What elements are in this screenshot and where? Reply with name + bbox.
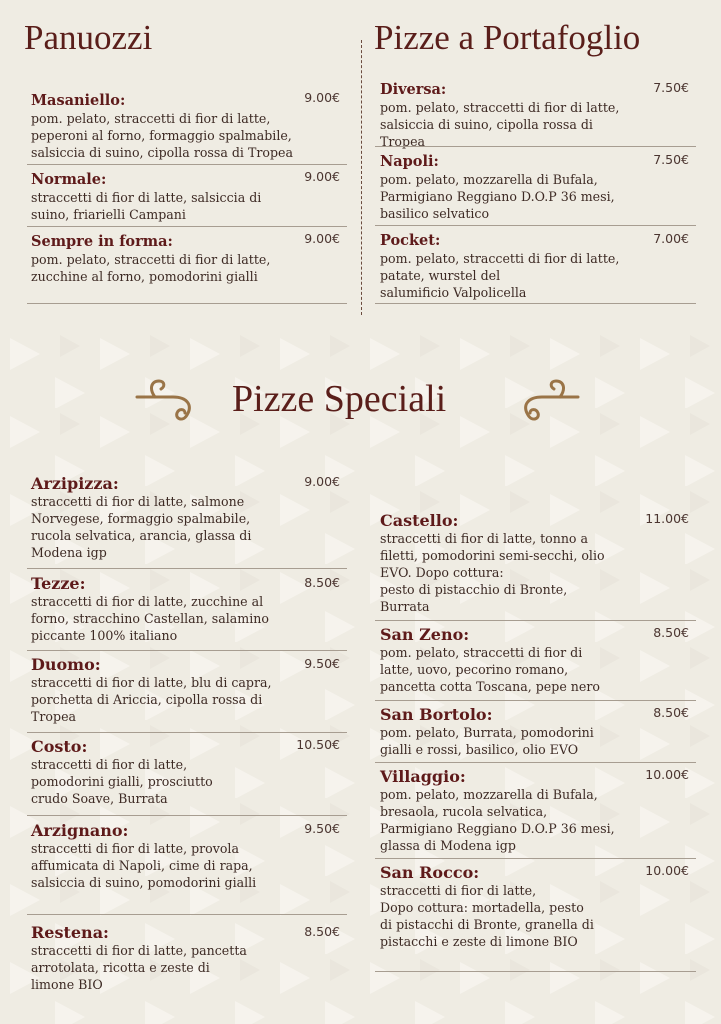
item-name: Tezze: (31, 574, 86, 593)
item-description: straccetti di fior di latte, Dopo cottura: mortadella, pesto di pistacchi di Bronte, granella di pistacchi e zeste di limone BIO (380, 883, 594, 949)
item-divider (375, 303, 696, 304)
item-description: straccetti di fior di latte, salsiccia di suino, friarielli Campani (31, 190, 262, 222)
item-price: 9.50€ (304, 821, 340, 836)
item-description: straccetti di fior di latte, zucchine al forno, stracchino Castellan, salamino piccante 100% italiano (31, 594, 269, 643)
item-name: Diversa: (380, 81, 447, 98)
item-name: Castello: (380, 511, 459, 530)
item-divider (27, 303, 347, 304)
item-description: pom. pelato, straccetti di fior di latte, peperoni al forno, formaggio spalmabile, salsiccia di suino, cipolla rossa di Tropea (31, 111, 293, 160)
menu-item-normale (31, 171, 301, 223)
item-name: Napoli: (380, 153, 439, 170)
item-price: 7.00€ (653, 231, 689, 246)
item-name: Villaggio: (380, 767, 466, 786)
menu-item-san-rocco (380, 864, 640, 950)
item-price: 8.50€ (304, 924, 340, 939)
menu-item-san-zeno (380, 626, 640, 695)
item-description: pom. pelato, straccetti di fior di latte, zucchine al forno, pomodorini gialli (31, 252, 271, 284)
item-price: 9.00€ (304, 90, 340, 105)
item-name: Normale: (31, 171, 107, 188)
item-divider (375, 971, 696, 972)
item-price: 10.00€ (645, 863, 689, 878)
menu-item-pocket (380, 232, 640, 301)
item-divider (27, 164, 347, 165)
item-name: Pocket: (380, 232, 441, 249)
item-divider (375, 762, 696, 763)
item-name: Restena: (31, 923, 109, 942)
item-price: 9.00€ (304, 474, 340, 489)
menu-item-sempre-in-forma (31, 233, 301, 285)
item-divider (27, 568, 347, 569)
item-name: Arzignano: (31, 821, 129, 840)
item-divider (375, 620, 696, 621)
item-description: pom. pelato, mozzarella di Bufala, Parmigiano Reggiano D.O.P 36 mesi, basilico selvatico (380, 172, 615, 221)
right-ornament-icon (510, 375, 580, 427)
menu-item-castello (380, 512, 640, 615)
item-description: straccetti di fior di latte, tonno a filetti, pomodorini semi-secchi, olio EVO. Dopo cottura: pesto di pistacchio di Bronte, Burrata (380, 531, 605, 614)
menu-item-tezze (31, 575, 301, 644)
item-price: 7.50€ (653, 152, 689, 167)
item-divider (27, 226, 347, 227)
item-price: 10.50€ (296, 737, 340, 752)
item-divider (27, 914, 347, 915)
item-description: straccetti di fior di latte, salmone Norvegese, formaggio spalmabile, rucola selvatica, arancia, glassa di Modena igp (31, 494, 252, 560)
item-description: straccetti di fior di latte, provola affumicata di Napoli, cime di rapa, salsiccia di suino, pomodorini gialli (31, 841, 257, 890)
menu-item-arzipizza (31, 475, 301, 561)
left-ornament-icon (135, 375, 205, 427)
item-name: Costo: (31, 737, 88, 756)
item-description: straccetti di fior di latte, pomodorini gialli, prosciutto crudo Soave, Burrata (31, 757, 213, 806)
item-description: straccetti di fior di latte, blu di capra, porchetta di Ariccia, cipolla rossa di Tropea (31, 675, 272, 724)
item-price: 8.50€ (304, 575, 340, 590)
item-divider (375, 858, 696, 859)
item-price: 7.50€ (653, 80, 689, 95)
menu-item-arzignano (31, 822, 301, 891)
menu-item-duomo (31, 656, 301, 725)
item-description: pom. pelato, straccetti di fior di latte, salsiccia di suino, cipolla rossa di Tropea (380, 100, 620, 149)
item-price: 10.00€ (645, 767, 689, 782)
portafoglio-title: Pizze a Portafoglio (374, 18, 641, 57)
item-price: 9.50€ (304, 656, 340, 671)
item-divider (375, 225, 696, 226)
item-divider (27, 815, 347, 816)
item-name: San Bortolo: (380, 705, 493, 724)
item-name: San Zeno: (380, 625, 470, 644)
menu-item-costo (31, 738, 301, 807)
menu-item-napoli (380, 153, 640, 222)
item-price: 8.50€ (653, 705, 689, 720)
item-name: Sempre in forma: (31, 233, 173, 250)
item-divider (27, 732, 347, 733)
menu-item-masaniello (31, 92, 301, 161)
item-description: straccetti di fior di latte, pancetta arrotolata, ricotta e zeste di limone BIO (31, 943, 247, 992)
menu-item-san-bortolo (380, 706, 640, 758)
item-price: 8.50€ (653, 625, 689, 640)
item-divider (375, 700, 696, 701)
panuozzi-title: Panuozzi (24, 18, 153, 57)
item-divider (27, 650, 347, 651)
item-divider (375, 146, 696, 147)
item-name: San Rocco: (380, 863, 480, 882)
item-description: pom. pelato, straccetti di fior di latte, uovo, pecorino romano, pancetta cotta Toscana, pepe nero (380, 645, 600, 694)
menu-item-villaggio (380, 768, 640, 854)
item-description: pom. pelato, Burrata, pomodorini gialli e rossi, basilico, olio EVO (380, 725, 594, 757)
item-name: Masaniello: (31, 92, 126, 109)
speciali-title: Pizze Speciali (232, 378, 447, 420)
item-price: 9.00€ (304, 231, 340, 246)
item-description: pom. pelato, straccetti di fior di latte, patate, wurstel del salumificio Valpolicella (380, 251, 620, 300)
menu-item-restena (31, 924, 301, 993)
menu-item-diversa (380, 81, 640, 150)
item-name: Arzipizza: (31, 474, 119, 493)
item-price: 9.00€ (304, 169, 340, 184)
item-price: 11.00€ (645, 511, 689, 526)
column-divider (361, 40, 362, 315)
item-description: pom. pelato, mozzarella di Bufala, bresaola, rucola selvatica, Parmigiano Reggiano D.O.P 36 mesi, glassa di Modena igp (380, 787, 615, 853)
item-name: Duomo: (31, 655, 101, 674)
